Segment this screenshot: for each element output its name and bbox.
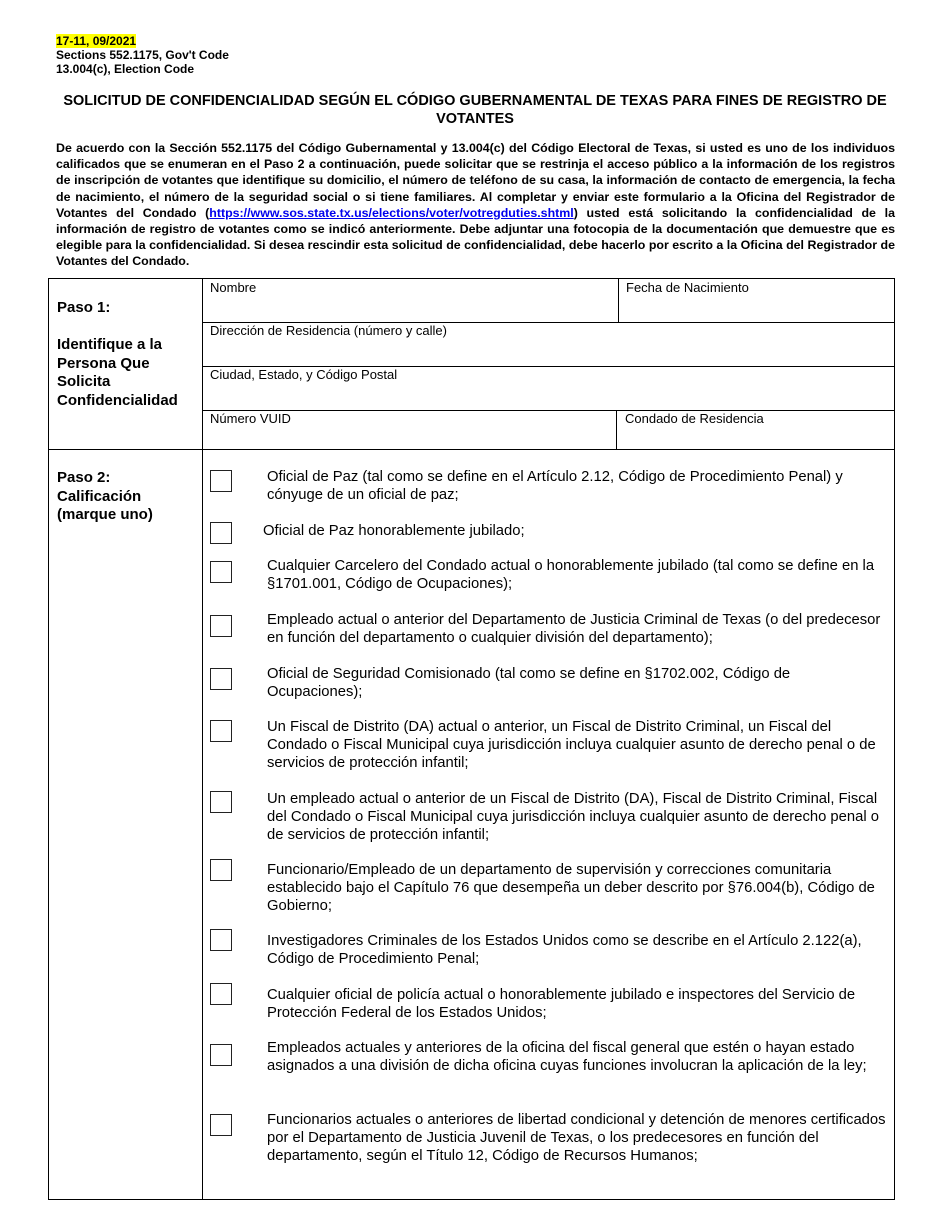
form-table [48,278,895,1200]
intro-text-part2: ) usted está solicitando la confidencialidad de la información de registro de votantes como se indicó anteriormente. Debe adjuntar una fotocopia de la documentación que demuestre que es elegible para la confidencialidad. Si desea rescindir esta solicitud de confidencialidad, debe hacerlo por escrito a la Oficina del Registrador de Votantes del Condado. [56,205,895,269]
vuid-field[interactable]: Número VUID [210,411,291,426]
option-text: Cualquier Carcelero del Condado actual o honorablemente jubilado (tal como se define en la §1701.001, Código de Ocupaciones); [267,558,875,592]
step2-title-line: Calificación [57,487,142,505]
step1-title: Paso 1: [57,299,111,316]
name-field[interactable]: Nombre [210,280,257,295]
option-checkbox[interactable] [210,720,232,742]
option-checkbox[interactable] [210,615,232,637]
field-row-divider [202,410,894,411]
option-checkbox[interactable] [210,859,232,881]
intro-paragraph [56,140,895,270]
option-checkbox[interactable] [210,983,232,1005]
option-text: Investigadores Criminales de los Estados Unidos como se describe en el Artículo 2.122(a), Código de Procedimiento Penal; [267,933,862,967]
intro-text-part1: De acuerdo con la Sección 552.1175 del Código Gubernamental y 13.004(c) del Código Electoral de Texas, si usted es uno de los individuos calificados que se enumeran en el Paso 2 a continuación, puede solicitar que se restrinja el acceso público a la información de los registros de inscripción de votantes que identifique su domicilio, el número de teléfono de su casa, la información de contacto de emergencia, la fecha de nacimiento, el número de la seguridad social o si tiene familiares. Al completar y enviar este formulario a la Oficina del Registrador de Votantes del Condado ( [56,141,895,220]
option-checkbox[interactable] [210,1044,232,1066]
step1-subtitle-line: Confidencialidad [57,391,178,409]
step2-title [57,469,153,525]
sos-link[interactable]: https://www.sos.state.tx.us/elections/voter/votregduties.shtml [209,205,574,220]
option-text: Funcionario/Empleado de un departamento de supervisión y correcciones comunitaria establecido bajo el Capítulo 76 que desempeña un deber descrito por §76.004(b), Código de Gobierno; [267,862,875,914]
step2-title-line: Paso 2: [57,469,111,486]
option-checkbox[interactable] [210,791,232,813]
option-text: Funcionarios actuales o anteriores de libertad condicional y detención de menores certificados por el Departamento de Justicia Juvenil de Texas, o los predecesores en función del departamento, según el Título 12, Código de Recursos Humanos; [267,1112,886,1164]
county-field[interactable]: Condado de Residencia [625,411,764,426]
option-checkbox[interactable] [210,1114,232,1136]
form-code-header [56,34,229,76]
step-divider [49,449,894,450]
option-text: Oficial de Paz honorablemente jubilado; [263,523,525,539]
option-text: Un Fiscal de Distrito (DA) actual o anterior, un Fiscal de Distrito Criminal, un Fiscal del Condado o Fiscal Municipal cuya jurisdicción incluya cualquier asunto de derecho penal o de servicios de protección infantil; [267,719,876,771]
step2-title-line: (marque uno) [57,506,153,523]
city-state-zip-field[interactable]: Ciudad, Estado, y Código Postal [210,367,398,382]
gov-code-citation: Sections 552.1175, Gov't Code [56,48,229,62]
election-code-citation: 13.004(c), Election Code [56,62,195,76]
option-text: Empleado actual o anterior del Departamento de Justicia Criminal de Texas (o del predecesor en función del departamento o cualquier división del departamento); [267,612,881,646]
option-checkbox[interactable] [210,561,232,583]
option-checkbox[interactable] [210,470,232,492]
field-col-divider [616,410,617,449]
step1-subtitle [57,336,178,410]
form-number: 17-11, 09/2021 [56,34,137,48]
dob-field[interactable]: Fecha de Nacimiento [626,280,749,295]
option-text: Oficial de Seguridad Comisionado (tal como se define en §1702.002, Código de Ocupaciones); [267,666,791,700]
option-checkbox[interactable] [210,929,232,951]
form-title: SOLICITUD DE CONFIDENCIALIDAD SEGÚN EL CÓDIGO GUBERNAMENTAL DE TEXAS PARA FINES DE REGISTRO DE VOTANTES [63,93,887,127]
option-text: Cualquier oficial de policía actual o honorablemente jubilado e inspectores del Servicio de Protección Federal de los Estados Unidos; [267,987,856,1021]
step1-subtitle-line: Identifique a la [57,336,163,353]
step1-subtitle-line: Persona Que [57,354,150,372]
step1-subtitle-line: Solicita [57,373,111,390]
column-divider [202,279,203,1199]
option-checkbox[interactable] [210,522,232,544]
option-text: Oficial de Paz (tal como se define en el Artículo 2.12, Código de Procedimiento Penal) y cónyuge de un oficial de paz; [267,469,843,503]
option-text: Empleados actuales y anteriores de la oficina del fiscal general que estén o hayan estado asignados a una división de dicha oficina cuyas funciones involucran la aplicación de la ley; [267,1040,867,1074]
option-text: Un empleado actual o anterior de un Fiscal de Distrito (DA), Fiscal de Distrito Criminal, Fiscal del Condado o Fiscal Municipal cuya jurisdicción incluya cualquier asunto de derecho penal o de servicios de protección infantil; [267,791,879,843]
field-col-divider [618,279,619,322]
option-checkbox[interactable] [210,668,232,690]
address-field[interactable]: Dirección de Residencia (número y calle) [210,323,447,338]
